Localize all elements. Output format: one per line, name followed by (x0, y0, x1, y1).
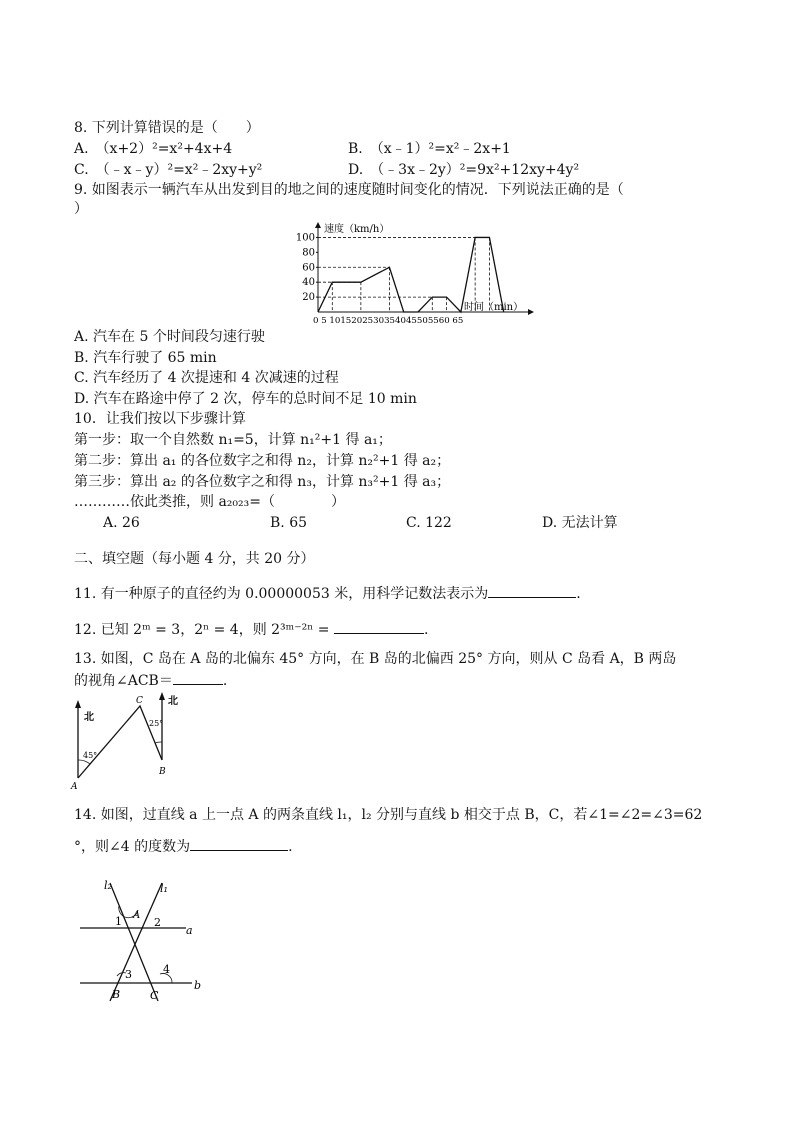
q11-text (74, 583, 581, 603)
chart-ytick-label-40: 40 (302, 277, 315, 289)
q12-answer-blank[interactable] (334, 619, 424, 634)
q9-option-a: A. 汽车在 5 个时间段匀速行驶 (74, 329, 265, 345)
chart-ytick-label-100: 100 (295, 232, 315, 244)
q10-step2: 第二步：算出 a₁ 的各位数字之和得 n₂，计算 n₂²+1 得 a₂； (74, 453, 451, 469)
q11-end: . (576, 586, 581, 602)
q13-answer-blank[interactable] (173, 670, 223, 685)
fig13-angle-b: 25° (149, 719, 164, 728)
q10-option-b: B. 65 (270, 515, 308, 531)
fig13-label-c: C (136, 696, 143, 706)
fig14-angle-4: 4 (163, 963, 170, 976)
fig14-label-A: A (133, 910, 141, 921)
q10-step3: 第三步：算出 a₂ 的各位数字之和得 n₃，计算 n₃²+1 得 a₃； (74, 474, 451, 490)
fig14-label-b: b (194, 979, 202, 992)
fig14-angle-3: 3 (125, 968, 132, 981)
q8-option-a: A. （x+2）²=x²+4x+4 (74, 141, 233, 157)
parallel-lines-figure (76, 872, 216, 1007)
fig14-angle-1: 1 (115, 915, 122, 928)
fig13-label-b: B (159, 767, 166, 777)
fig13-angle-a: 45° (83, 751, 98, 760)
q14-prompt: °，则∠4 的度数为 (74, 839, 191, 855)
q8-option-b: B. （x﹣1）²=x²﹣2x+1 (348, 141, 511, 157)
q12-text (74, 619, 428, 639)
q14-answer-blank[interactable] (190, 836, 288, 851)
chart-x-tick-labels: 0 5 1015202530354045505560 65 (313, 316, 464, 326)
q9-option-b: B. 汽车行驶了 65 min (74, 350, 217, 366)
q8-option-c: C. （﹣x﹣y）²=x²﹣2xy+y² (74, 162, 263, 178)
fig13-north-b: 北 (168, 696, 178, 707)
fig13-north-a: 北 (84, 712, 94, 723)
q14-end: . (288, 839, 293, 855)
q9-option-d: D. 汽车在路途中停了 2 次，停车的总时间不足 10 min (74, 391, 417, 407)
chart-ylabel: 速度（km/h） (324, 224, 390, 235)
q13-line2 (74, 670, 227, 690)
chart-series-line-0 (318, 237, 504, 312)
chart-y-arrow (315, 222, 321, 228)
q11-prompt: 11. 有一种原子的直径约为 0.00000053 米，用科学记数法表示为 (74, 586, 489, 602)
q8-option-d: D. （﹣3x﹣2y）²=9x²+12xy+4y² (348, 162, 580, 178)
q11-answer-blank[interactable] (488, 583, 576, 598)
fig14-angle-2: 2 (154, 916, 161, 929)
q13-line1: 13. 如图，C 岛在 A 岛的北偏东 45° 方向，在 B 岛的北偏西 25° 方向，则从 C 岛看 A，B 两岛 (74, 651, 677, 667)
fig14-label-l1: l₁ (160, 882, 168, 895)
q9-stem-end: ） (74, 201, 88, 217)
q8-stem: 8. 下列计算错误的是（ ） (74, 120, 260, 136)
q10-option-d: D. 无法计算 (542, 515, 618, 531)
q9-stem: 9. 如图表示一辆汽车从出发到目的地之间的速度随时间变化的情况．下列说法正确的是（ (74, 182, 624, 198)
chart-xlabel: 时间（min） (464, 302, 524, 313)
q10-step1: 第一步：取一个自然数 n₁=5，计算 n₁²+1 得 a₁； (74, 432, 392, 448)
island-bearing-figure (70, 690, 190, 790)
fig14-label-C: C (150, 989, 159, 1002)
fig14-label-l2: l₂ (104, 879, 112, 892)
q13-end: . (222, 673, 228, 689)
chart-ytick-label-60: 60 (302, 262, 315, 274)
q10-option-a: A. 26 (103, 515, 140, 531)
q10-option-c: C. 122 (406, 515, 452, 531)
fig14-label-B: B (112, 988, 121, 1001)
q10-step4: …………依此类推，则 a₂₀₂₃=（ ） (74, 494, 345, 510)
fig14-label-a: a (186, 924, 193, 937)
q13-prompt: 的视角∠ACB＝ (74, 673, 173, 689)
speed-time-chart (286, 218, 536, 326)
q9-option-c: C. 汽车经历了 4 次提速和 4 次减速的过程 (74, 370, 339, 386)
section-2-title: 二、填空题（每小题 4 分，共 20 分） (74, 551, 315, 567)
q12-end: . (423, 622, 429, 638)
q12-prompt: 12. 已知 2ᵐ = 3，2ⁿ = 4，则 2³ᵐ⁻²ⁿ = (74, 622, 330, 638)
fig13-label-a: A (71, 782, 78, 790)
q14-line1: 14. 如图，过直线 a 上一点 A 的两条直线 l₁，l₂ 分别与直线 b 相交于点 B，C，若∠1=∠2=∠3=62 (74, 807, 703, 823)
chart-x-arrow (528, 309, 534, 315)
chart-ytick-label-20: 20 (302, 292, 315, 304)
q14-line2 (74, 836, 293, 856)
chart-ytick-label-80: 80 (302, 247, 315, 259)
q10-stem: 10．让我们按以下步骤计算 (74, 411, 246, 427)
